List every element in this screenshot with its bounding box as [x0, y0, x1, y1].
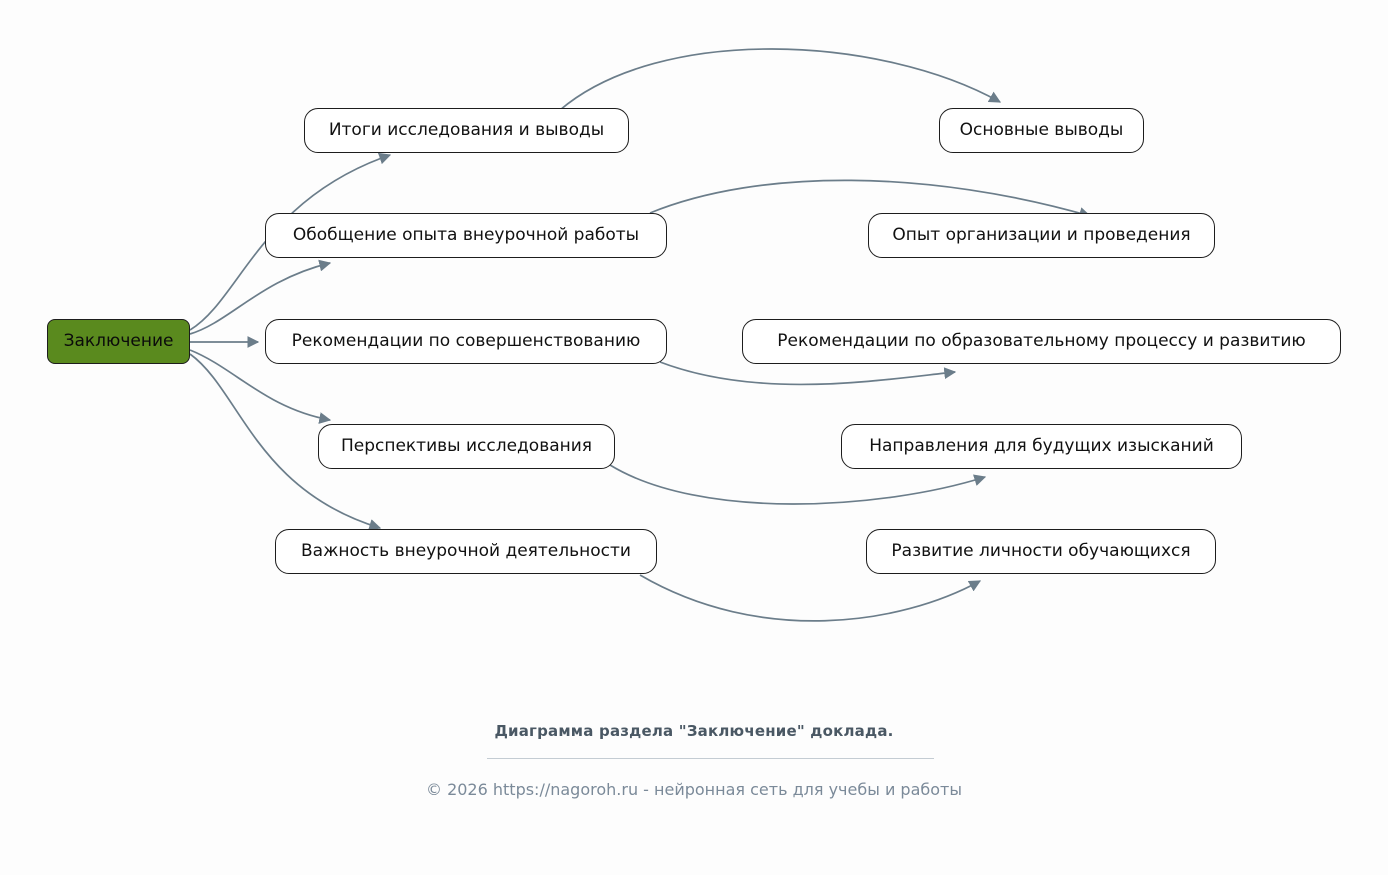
node-right-opyt-organizacii[interactable]: [868, 213, 1215, 258]
node-label: Обобщение опыта внеурочной работы: [292, 225, 640, 245]
node-label: Важность внеурочной деятельности: [301, 541, 631, 561]
node-label: Рекомендации по совершенствованию: [291, 331, 641, 351]
node-label: Опыт организации и проведения: [892, 225, 1191, 245]
node-label: Направления для будущих изысканий: [869, 436, 1214, 456]
node-root[interactable]: [47, 319, 190, 364]
node-root-label: Заключение: [63, 331, 174, 351]
node-right-napravleniya[interactable]: [841, 424, 1242, 469]
node-left-vazhnost[interactable]: [275, 529, 657, 574]
node-right-osnovnye-vyvody[interactable]: [939, 108, 1144, 153]
edge-left2-to-right2: [650, 180, 1090, 216]
edge-left3-to-right3: [660, 362, 955, 384]
edge-left5-to-right5: [640, 575, 980, 621]
node-label: Развитие личности обучающихся: [891, 541, 1191, 561]
node-right-rekomendacii-process[interactable]: [742, 319, 1341, 364]
caption-divider: [487, 758, 934, 759]
node-label: Перспективы исследования: [340, 436, 593, 456]
edge-left1-to-right1: [560, 49, 1000, 110]
node-label: Рекомендации по образовательному процессу и развитию: [777, 331, 1306, 351]
node-left-obobshenie[interactable]: [265, 213, 667, 258]
footer-copyright: [0, 780, 1388, 799]
node-label: Итоги исследования и выводы: [328, 120, 605, 140]
node-right-razvitie-lichnosti[interactable]: [866, 529, 1216, 574]
diagram-caption-text: Диаграмма раздела "Заключение" доклада.: [494, 722, 894, 740]
footer-text: © 2026 https://nagoroh.ru - нейронная сеть для учебы и работы: [425, 780, 962, 799]
node-label: Основные выводы: [959, 120, 1124, 140]
node-left-itogi[interactable]: [304, 108, 629, 153]
diagram-caption: [0, 722, 1388, 740]
edge-left4-to-right4: [610, 465, 985, 504]
node-left-rekomendacii[interactable]: [265, 319, 667, 364]
node-left-perspektivy[interactable]: [318, 424, 615, 469]
